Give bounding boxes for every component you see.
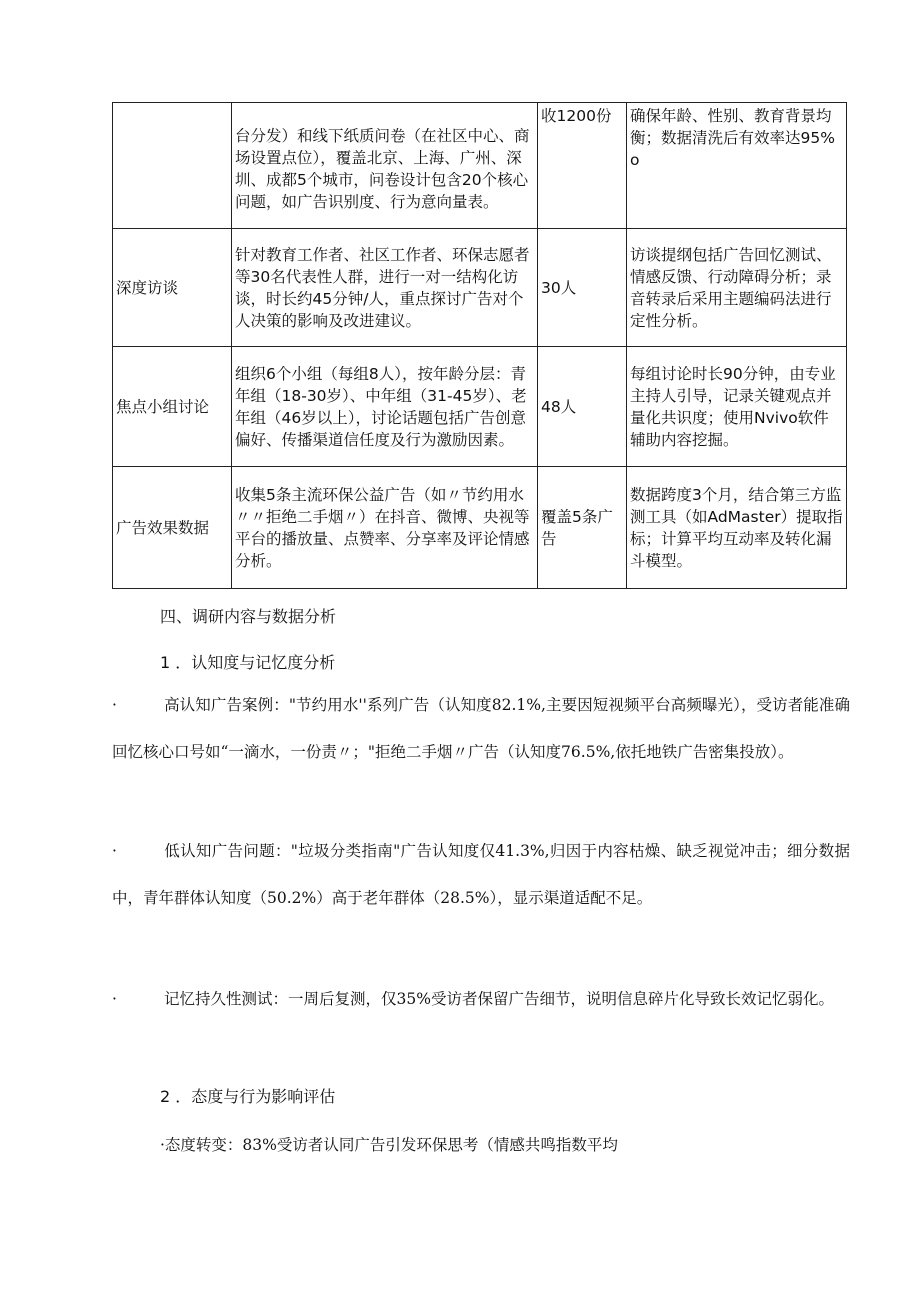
method-cell: 广告效果数据 bbox=[113, 467, 232, 589]
description-text: 针对教育工作者、社区工作者、环保志愿者等30名代表性人群，进行一对一结构化访谈，时长约45分钟/人，重点探讨广告对个人决策的影响及改进建议。 bbox=[235, 245, 530, 330]
bullet-paragraph bbox=[112, 976, 850, 1023]
paragraph-last-line: ·态度转变：83%受访者认同广告引发环保思考（情感共鸣指数平均 bbox=[160, 1136, 618, 1154]
description-cell bbox=[232, 347, 538, 467]
research-methods-table bbox=[112, 102, 847, 589]
notes-cell bbox=[627, 347, 847, 467]
description-cell bbox=[232, 229, 538, 347]
sample-text: 30人 bbox=[541, 278, 577, 297]
subsection-heading-1: 1 ．认知度与记忆度分析 bbox=[160, 653, 336, 672]
bullet-mark: · bbox=[112, 842, 117, 860]
bullet-text: 低认知广告问题："垃圾分类指南"广告认知度仅41.3%,归因于内容枯燥、缺乏视觉冲击；细分数据中，青年群体认知度（50.2%）高于老年群体（28.5%），显示渠道适配不足。 bbox=[112, 842, 850, 907]
table-row bbox=[113, 467, 847, 589]
description-cell bbox=[232, 103, 538, 229]
notes-text: 确保年龄、性别、教育背景均衡；数据清洗后有效率达95%o bbox=[630, 107, 835, 169]
sample-cell bbox=[538, 347, 627, 467]
notes-cell bbox=[627, 103, 847, 229]
description-text: 台分发）和线下纸质问卷（在社区中心、商场设置点位），覆盖北京、上海、广州、深圳、成都5个城市，问卷设计包含20个核心问题，如广告识别度、行为意向量表。 bbox=[235, 127, 530, 211]
sample-text: 覆盖5条广告 bbox=[541, 507, 613, 548]
sample-cell bbox=[538, 467, 627, 589]
section-heading: 四、调研内容与数据分析 bbox=[160, 607, 337, 626]
table-row bbox=[113, 347, 847, 467]
bullet-text: 记忆持久性测试：一周后复测，仅35%受访者保留广告细节，说明信息碎片化导致长效记忆弱化。 bbox=[164, 990, 834, 1008]
notes-text: 访谈提纲包括广告回忆测试、情感反馈、行动障碍分析；录音转录后采用主题编码法进行定性分析。 bbox=[630, 245, 832, 330]
method-cell: 焦点小组讨论 bbox=[113, 347, 232, 467]
bullet-paragraph bbox=[112, 828, 850, 922]
subsection-heading-2: 2 ．态度与行为影响评估 bbox=[160, 1087, 336, 1106]
sample-text: 收1200份 bbox=[541, 107, 612, 125]
notes-text: 每组讨论时长90分钟，由专业主持人引导，记录关键观点并量化共识度；使用Nvivo软件辅助内容挖掘。 bbox=[630, 364, 836, 449]
sample-text: 48人 bbox=[541, 397, 577, 416]
table-row bbox=[113, 229, 847, 347]
notes-cell bbox=[627, 229, 847, 347]
bullet-paragraph bbox=[112, 682, 850, 776]
description-text: 组织6个小组（每组8人），按年龄分层：青年组（18-30岁）、中年组（31-45岁）、老年组（46岁以上），讨论话题包括广告创意偏好、传播渠道信任度及行为激励因素。 bbox=[235, 364, 527, 449]
sample-cell bbox=[538, 229, 627, 347]
notes-cell bbox=[627, 467, 847, 589]
description-text: 收集5条主流环保公益广告（如〃节约用水〃〃拒绝二手烟〃）在抖音、微博、央视等平台的播放量、点赞率、分享率及评论情感分析。 bbox=[235, 485, 530, 570]
sample-cell bbox=[538, 103, 627, 229]
notes-text: 数据跨度3个月，结合第三方监测工具（如AdMaster）提取指标；计算平均互动率及转化漏斗模型。 bbox=[630, 485, 843, 570]
description-cell bbox=[232, 467, 538, 589]
bullet-mark: · bbox=[112, 696, 117, 714]
bullet-mark: · bbox=[112, 990, 117, 1008]
method-cell: 深度访谈 bbox=[113, 229, 232, 347]
bullet-text: 高认知广告案例："节约用水''系列广告（认知度82.1%,主要因短视频平台高频曝光），受访者能准确回忆核心口号如“一滴水，一份责〃；"拒绝二手烟〃广告（认知度76.5%,依托地铁广告密集投放）。 bbox=[112, 696, 850, 761]
method-cell bbox=[113, 103, 232, 229]
table-row bbox=[113, 103, 847, 229]
